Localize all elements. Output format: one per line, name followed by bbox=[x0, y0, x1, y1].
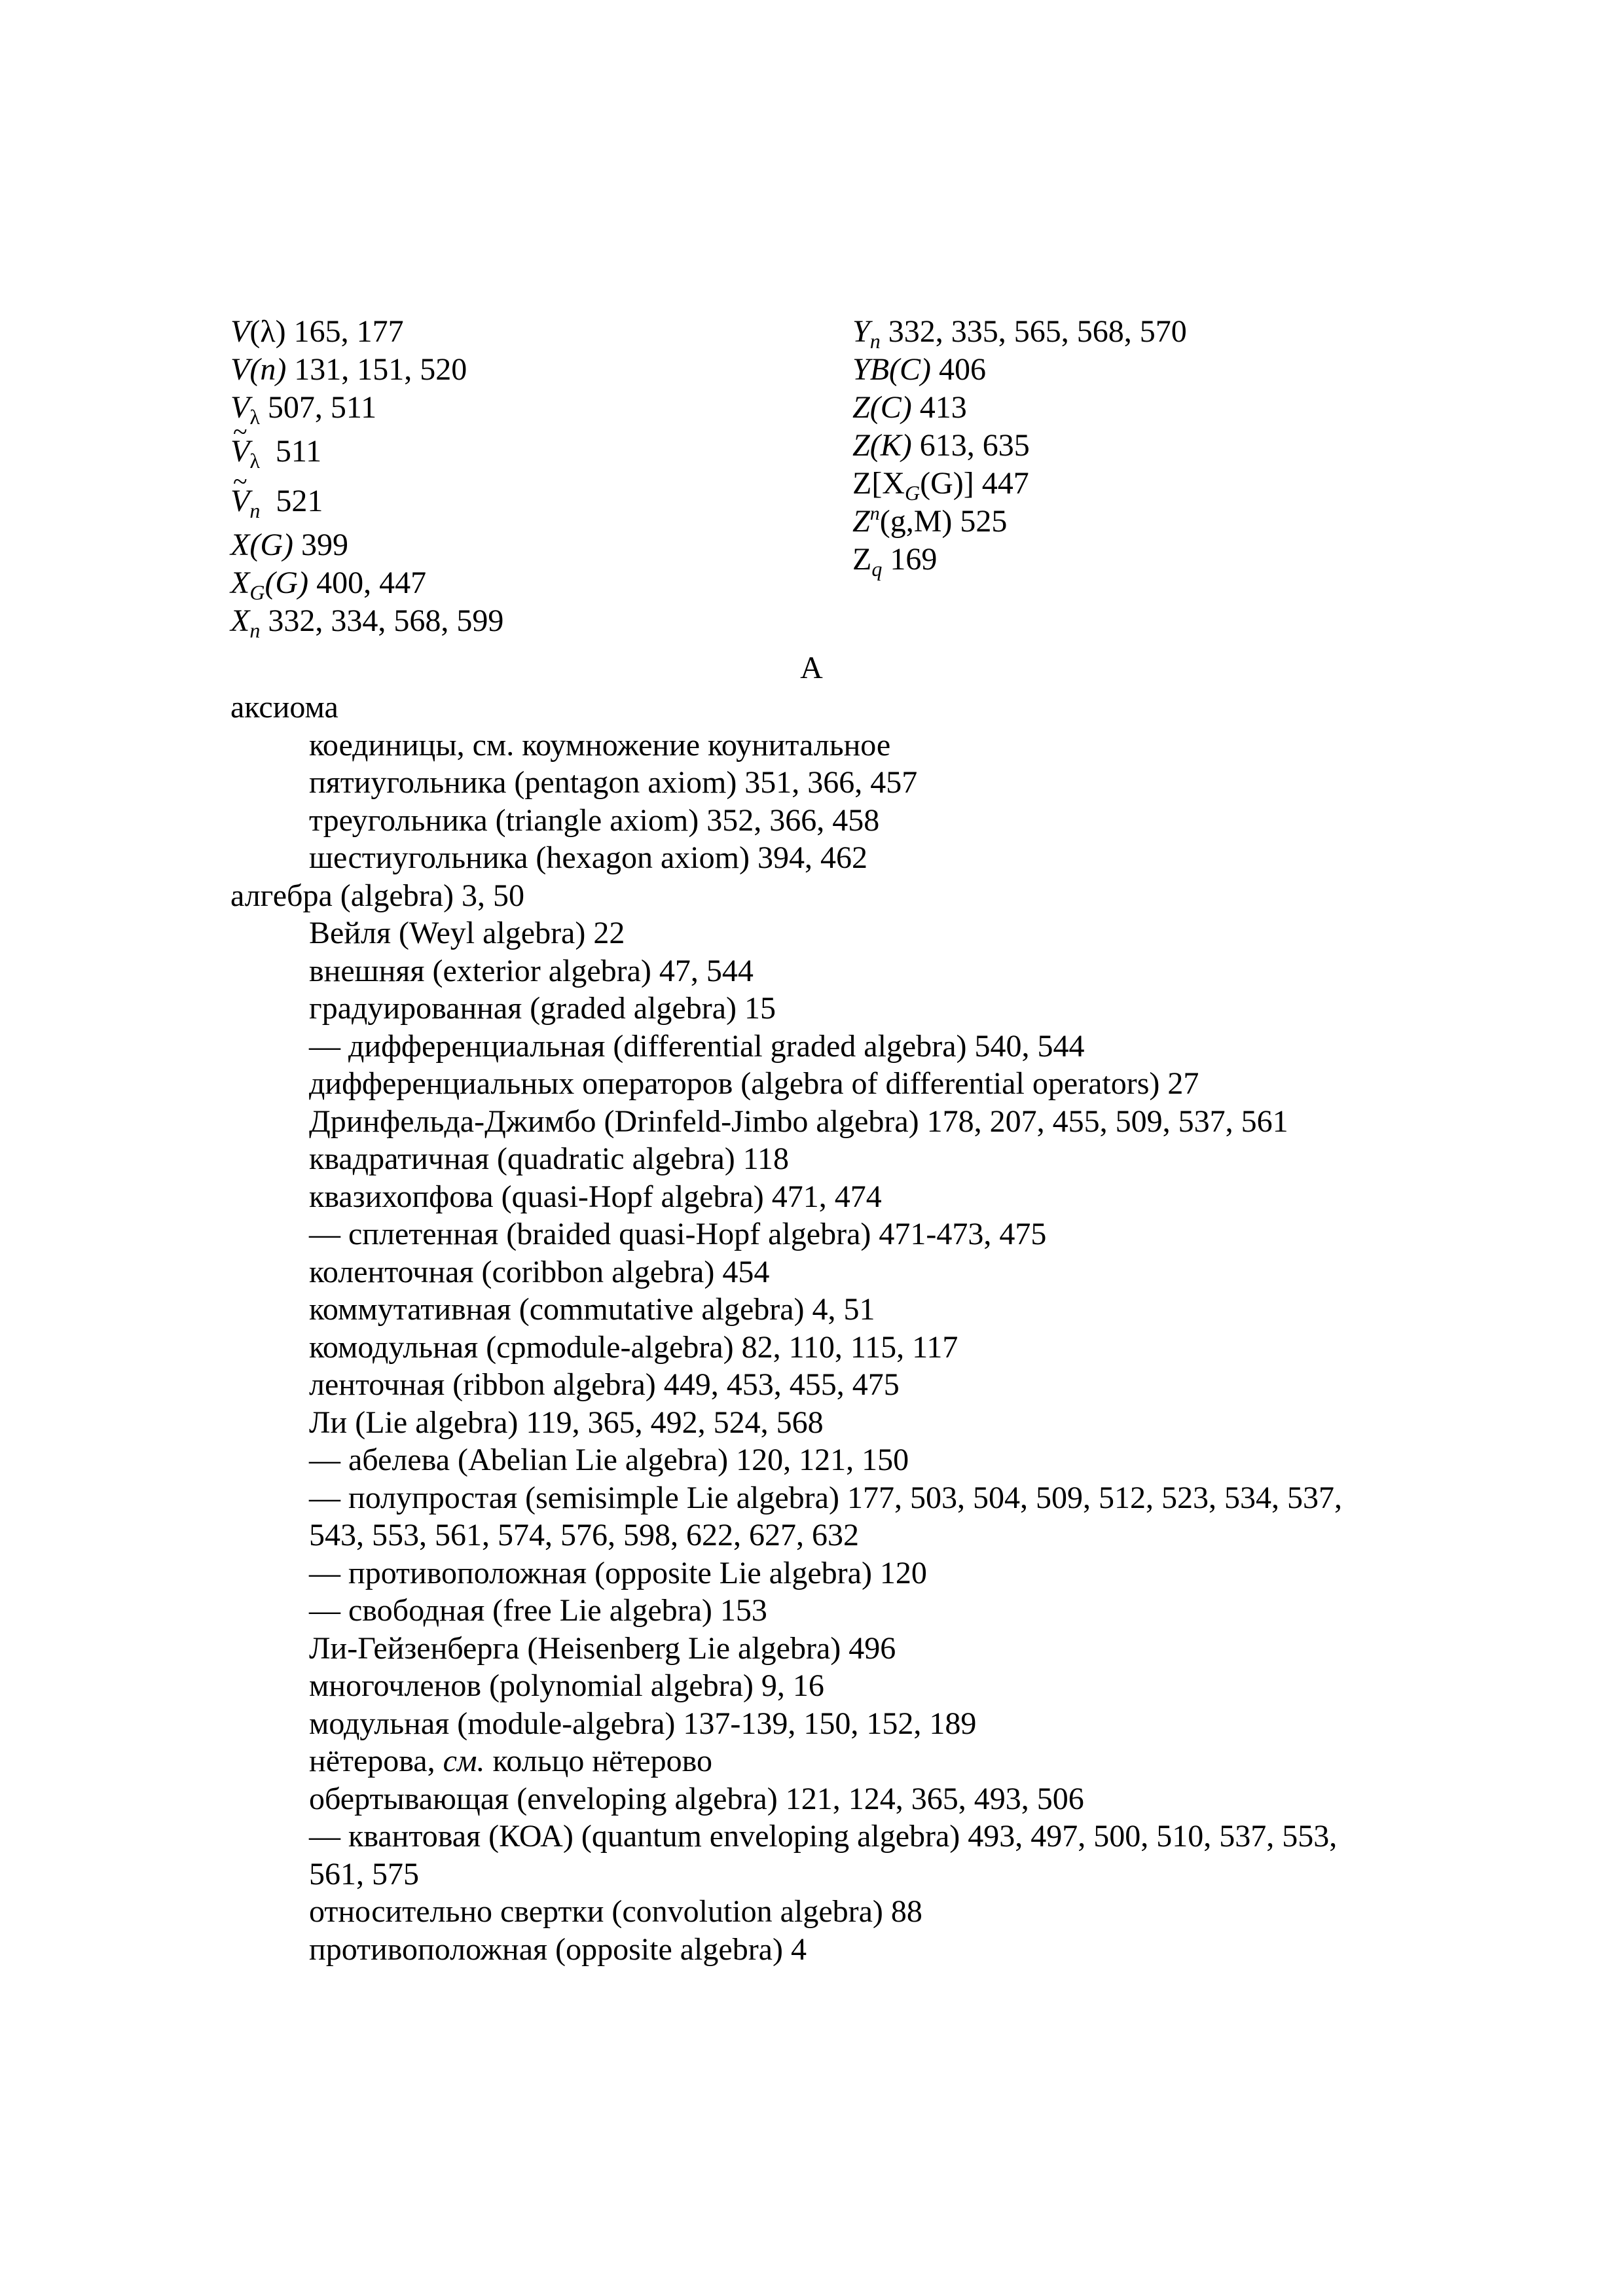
index-subentry: — квантовая (КОА) (quantum enveloping algebra) 493, 497, 500, 510, 537, 553, bbox=[309, 1819, 1338, 1854]
symbol-arg: (C) bbox=[869, 390, 912, 425]
symbol-entry bbox=[230, 313, 503, 351]
symbol-index bbox=[0, 313, 1623, 666]
index-subentry: коединицы, см. коумножение коунитальное bbox=[309, 727, 891, 762]
index-subentry: модульная (module-algebra) 137-139, 150, 152, 189 bbox=[309, 1706, 977, 1741]
symbol-base: X bbox=[230, 528, 250, 562]
index-subentry: противоположная (opposite algebra) 4 bbox=[309, 1931, 807, 1967]
symbol-arg: (G) bbox=[264, 565, 309, 600]
index-subentry: квадратичная (quadratic algebra) 118 bbox=[309, 1141, 790, 1176]
symbol-entry bbox=[852, 503, 1187, 541]
section-letter: А bbox=[800, 651, 823, 685]
index-subentry: треугольника (triangle axiom) 352, 366, 458 bbox=[309, 802, 880, 838]
symbol-entry bbox=[230, 476, 503, 526]
index-subentry: 543, 553, 561, 574, 576, 598, 622, 627, 632 bbox=[309, 1518, 859, 1552]
symbol-base: V bbox=[230, 314, 250, 349]
symbol-subscript: G bbox=[904, 481, 921, 505]
symbol-pages: 413 bbox=[919, 390, 967, 425]
symbol-base: Z[X bbox=[852, 466, 905, 501]
symbol-base: Z bbox=[852, 542, 872, 577]
symbol-column-right bbox=[852, 313, 1187, 579]
symbol-entry bbox=[230, 564, 503, 602]
symbol-subscript: n bbox=[249, 499, 261, 522]
index-subentry: пятиугольника (pentagon axiom) 351, 366, 457 bbox=[309, 765, 918, 800]
index-subentry: градуированная (graded algebra) 15 bbox=[309, 991, 776, 1026]
symbol-entry bbox=[852, 427, 1187, 465]
symbol-pages: 525 bbox=[960, 504, 1008, 539]
symbol-pages: 332, 335, 565, 568, 570 bbox=[888, 314, 1187, 349]
symbol-base: X bbox=[230, 565, 250, 600]
symbol-pages: 447 bbox=[981, 466, 1029, 501]
symbol-base: Z bbox=[852, 504, 870, 539]
index-subentry: Дринфельда-Джимбо (Drinfeld-Jimbo algebra) 178, 207, 455, 509, 537, 561 bbox=[309, 1103, 1288, 1139]
symbol-entry bbox=[852, 465, 1187, 503]
symbol-entry bbox=[230, 602, 503, 640]
symbol-base: X bbox=[230, 603, 250, 638]
index-subentry: комодульная (cpmodule-algebra) 82, 110, 115, 117 bbox=[309, 1329, 958, 1365]
symbol-arg: (g,M) bbox=[879, 504, 953, 539]
symbol-pages: 507, 511 bbox=[267, 390, 377, 425]
index-subentry: 561, 575 bbox=[309, 1856, 419, 1892]
symbol-entry bbox=[852, 351, 1187, 389]
symbol-pages: 521 bbox=[276, 484, 323, 518]
entry-text-part: кольцо нётерово bbox=[484, 1744, 712, 1778]
symbol-arg: (G) bbox=[249, 528, 293, 562]
symbol-pages: 400, 447 bbox=[316, 565, 427, 600]
index-subentry: квазихопфова (quasi-Hopf algebra) 471, 474 bbox=[309, 1179, 882, 1214]
index-subentry: Ли-Гейзенберга (Heisenberg Lie algebra) 496 bbox=[309, 1630, 896, 1666]
index-subentry: внешняя (exterior algebra) 47, 544 bbox=[309, 953, 754, 988]
symbol-base: YB bbox=[852, 352, 890, 387]
symbol-pages: 511 bbox=[275, 434, 322, 469]
symbol-entry bbox=[852, 541, 1187, 579]
index-heading: аксиома bbox=[230, 690, 338, 725]
symbol-base-tilde: ~ V bbox=[230, 476, 249, 526]
index-subentry: — дифференциальная (differential graded algebra) 540, 544 bbox=[309, 1028, 1085, 1064]
symbol-pages: 399 bbox=[301, 528, 348, 562]
symbol-column-left bbox=[230, 313, 503, 640]
symbol-entry bbox=[230, 427, 503, 476]
index-subentry: — сплетенная (braided quasi-Hopf algebra) 471-473, 475 bbox=[309, 1217, 1047, 1251]
symbol-arg: n bbox=[260, 352, 276, 387]
symbol-subscript: n bbox=[249, 619, 261, 642]
symbol-subscript: n bbox=[869, 329, 881, 353]
entry-text-part: см. bbox=[443, 1744, 485, 1778]
symbol-entry bbox=[852, 313, 1187, 351]
symbol-subscript: q bbox=[871, 557, 883, 581]
symbol-base: Z bbox=[852, 428, 870, 463]
index-subentry: дифференциальных операторов (algebra of differential operators) 27 bbox=[309, 1066, 1199, 1101]
index-subentry: — абелева (Abelian Lie algebra) 120, 121, 150 bbox=[309, 1443, 909, 1477]
index-subentry: относительно свертки (convolution algebra) 88 bbox=[309, 1894, 922, 1929]
index-subentry: ленточная (ribbon algebra) 449, 453, 455, 475 bbox=[309, 1367, 900, 1402]
symbol-pages: 165, 177 bbox=[293, 314, 404, 349]
symbol-base: V bbox=[230, 390, 250, 425]
index-subentry: — полупростая (semisimple Lie algebra) 177, 503, 504, 509, 512, 523, 534, 537, bbox=[309, 1480, 1342, 1515]
symbol-base: Y bbox=[852, 314, 870, 349]
symbol-base: V bbox=[230, 352, 250, 387]
symbol-base-tilde: ~ V bbox=[230, 427, 249, 476]
index-subentry: обертывающая (enveloping algebra) 121, 124, 365, 493, 506 bbox=[309, 1781, 1084, 1816]
symbol-pages: 406 bbox=[939, 352, 986, 387]
symbol-entry bbox=[230, 389, 503, 427]
index-subentry: многочленов (polynomial algebra) 9, 16 bbox=[309, 1668, 824, 1703]
index-subentry: шестиугольника (hexagon axiom) 394, 462 bbox=[309, 840, 867, 875]
index-heading: алгебра (algebra) 3, 50 bbox=[230, 878, 524, 913]
symbol-arg: (λ) bbox=[249, 314, 286, 349]
index-subentry: коленточная (coribbon algebra) 454 bbox=[309, 1254, 770, 1289]
symbol-subscript: G bbox=[249, 581, 265, 604]
symbol-entry bbox=[230, 526, 503, 564]
symbol-pages: 131, 151, 520 bbox=[294, 352, 467, 387]
index-subentry: Вейля (Weyl algebra) 22 bbox=[309, 916, 625, 950]
symbol-pages: 332, 334, 568, 599 bbox=[268, 603, 504, 638]
symbol-base: Z bbox=[852, 390, 870, 425]
symbol-pages: 613, 635 bbox=[919, 428, 1030, 463]
symbol-arg: (G)] bbox=[920, 466, 974, 501]
index-subentry bbox=[230, 1742, 1383, 1780]
symbol-entry bbox=[852, 389, 1187, 427]
symbol-arg: (K) bbox=[869, 428, 912, 463]
term-index bbox=[230, 689, 1383, 1968]
symbol-subscript: λ bbox=[249, 405, 260, 429]
symbol-subscript: λ bbox=[249, 449, 260, 473]
entry-text-part: нётерова, bbox=[309, 1744, 443, 1778]
symbol-entry: V(n) 131, 151, 520 bbox=[230, 352, 467, 387]
index-subentry: Ли (Lie algebra) 119, 365, 492, 524, 568 bbox=[309, 1405, 824, 1440]
symbol-pages: 169 bbox=[890, 542, 938, 577]
index-subentry: — противоположная (opposite Lie algebra) 120 bbox=[309, 1555, 927, 1590]
index-subentry: — свободная (free Lie algebra) 153 bbox=[309, 1593, 767, 1628]
symbol-superscript: n bbox=[869, 503, 880, 524]
symbol-arg: (C) bbox=[889, 352, 931, 387]
index-subentry: коммутативная (commutative algebra) 4, 51 bbox=[309, 1292, 875, 1327]
